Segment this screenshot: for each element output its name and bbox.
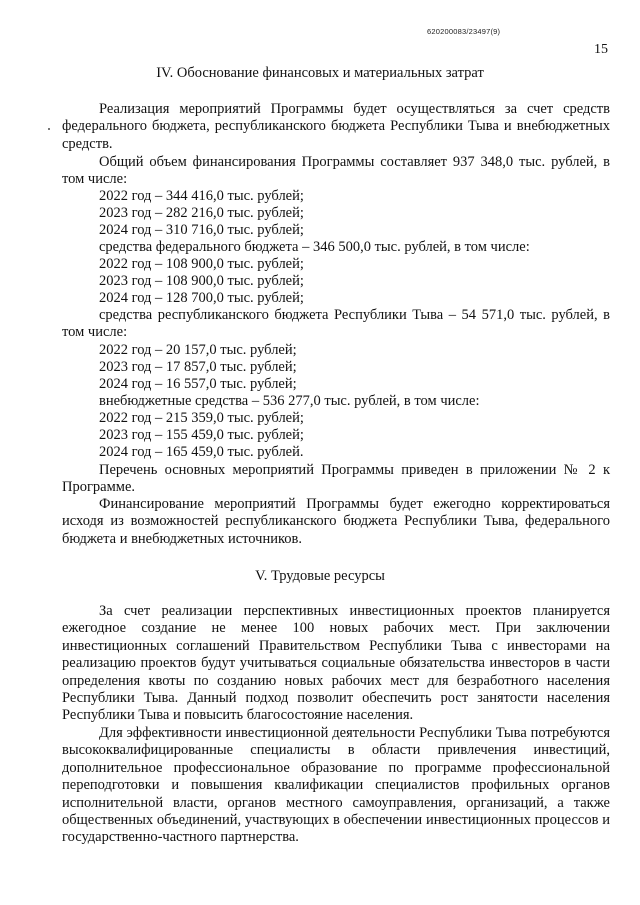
extra-year-2022: 2022 год – 215 359,0 тыс. рублей; [99,410,304,426]
extra-year-2024: 2024 год – 165 459,0 тыс. рублей. [99,444,304,460]
section-4-title: IV. Обоснование финансовых и материальных затрат [156,65,484,81]
federal-year-2023: 2023 год – 108 900,0 тыс. рублей; [99,273,304,289]
scan-mark [48,128,50,130]
republic-year-2023: 2023 год – 17 857,0 тыс. рублей; [99,359,297,375]
document-id: 620200083/23497(9) [427,27,501,36]
extra-year-2023: 2023 год – 155 459,0 тыс. рублей; [99,427,304,443]
funding-total: Общий объем финансирования Программы составляет 937 348,0 тыс. рублей, в том числе: [62,154,610,188]
labor-paragraph-2: Для эффективности инвестиционной деятельности Республики Тыва потребуются высококвалифицированные специалисты в области привлечения инвестиций, дополнительное профессиональное образование по программе профессиональной переподготовки и повышения квалификации специалистов профильных органов исполнительной власти, органов местного самоуправления, организаций, а также общественных объединений, участвующих в обеспечении инвестиционных процессов и государственно-частного партнерства. [62,725,610,846]
total-year-2022: 2022 год – 344 416,0 тыс. рублей; [99,188,304,204]
total-year-2023: 2023 год – 282 216,0 тыс. рублей; [99,205,304,221]
page-number: 15 [594,42,608,57]
republic-year-2024: 2024 год – 16 557,0 тыс. рублей; [99,376,297,392]
republic-year-2022: 2022 год – 20 157,0 тыс. рублей; [99,342,297,358]
labor-paragraph-1: За счет реализации перспективных инвестиционных проектов планируется ежегодное создание не менее 100 новых рабочих мест. При заключении инвестиционных соглашений Правительством Республики Тыва с инвесторами на реализацию проектов будут учитываться социальные обязательства инвесторов в части определения квоты по созданию новых рабочих мест для безработного населения Республики Тыва. Данный подход позволит обеспечить рост занятости населения Республики Тыва и повысить благосостояние населения. [62,603,610,724]
federal-year-2022: 2022 год – 108 900,0 тыс. рублей; [99,256,304,272]
activities-list-reference: Перечень основных мероприятий Программы приведен в приложении № 2 к Программе. [62,462,610,496]
section-4-intro: Реализация мероприятий Программы будет осуществляться за счет средств федерального бюджета, республиканского бюджета Республики Тыва и внебюджетных средств. [62,101,610,152]
federal-year-2024: 2024 год – 128 700,0 тыс. рублей; [99,290,304,306]
republic-budget: средства республиканского бюджета Республики Тыва – 54 571,0 тыс. рублей, в том числе: [62,307,610,341]
total-year-2024: 2024 год – 310 716,0 тыс. рублей; [99,222,304,238]
section-5-title: V. Трудовые ресурсы [255,568,385,584]
federal-budget: средства федерального бюджета – 346 500,0 тыс. рублей, в том числе: [99,239,530,255]
funding-adjustment: Финансирование мероприятий Программы будет ежегодно корректироваться исходя из возможностей республиканского бюджета Республики Тыва, федерального бюджета и внебюджетных источников. [62,496,610,547]
extra-budget: внебюджетные средства – 536 277,0 тыс. рублей, в том числе: [99,393,480,409]
